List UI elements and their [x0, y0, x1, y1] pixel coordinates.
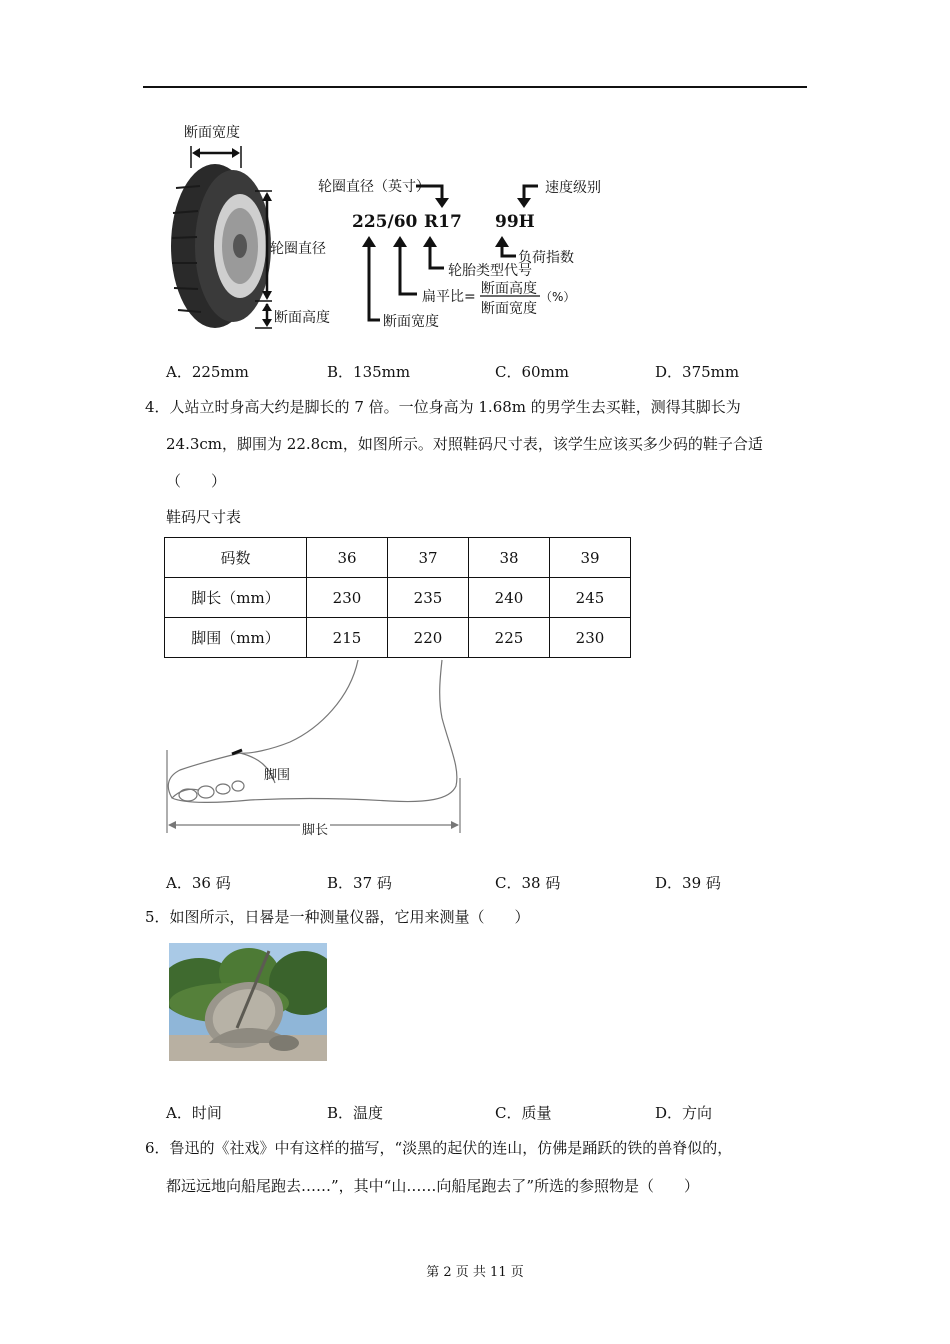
table-cell: 脚长（mm）: [165, 578, 307, 618]
table-cell: 36: [307, 538, 388, 578]
table-row: [165, 618, 631, 658]
table-cell: 39: [550, 538, 631, 578]
label-foot-length: 脚长: [300, 819, 330, 838]
table-row: [165, 578, 631, 618]
table-cell: 220: [388, 618, 469, 658]
code-size: 225/60: [352, 212, 418, 232]
table-cell: 38: [469, 538, 550, 578]
percent-sign: （%）: [540, 290, 576, 304]
table-cell: 225: [469, 618, 550, 658]
label-load-index: 负荷指数: [518, 250, 574, 266]
q6-line-2: 都远远地向船尾跑去……”，其中“山……向船尾跑去了”所选的参照物是（ ）: [166, 1177, 700, 1195]
q5-option-a[interactable]: A．时间: [166, 1104, 222, 1122]
q3-option-a[interactable]: A．225mm: [166, 363, 249, 381]
page-footer: 第 2 页 共 11 页: [426, 1265, 524, 1280]
label-foot-girth: 脚围: [264, 768, 291, 783]
q4-line-1: 4．人站立时身高大约是脚长的 7 倍。一位身高为 1.68m 的男学生去买鞋，测得其脚长为: [145, 398, 741, 416]
q4-option-a[interactable]: A．36 码: [166, 874, 231, 892]
q3-option-c[interactable]: C．60mm: [495, 363, 570, 381]
table-cell: 245: [550, 578, 631, 618]
q4-option-b[interactable]: B．37 码: [327, 874, 392, 892]
table-cell: 37: [388, 538, 469, 578]
table-cell: 235: [388, 578, 469, 618]
label-rim-diameter: 轮圈直径: [270, 241, 326, 257]
table-cell: 240: [469, 578, 550, 618]
label-section-width-bottom: 断面宽度: [383, 314, 439, 330]
table-cell: 码数: [165, 538, 307, 578]
table-cell: 230: [307, 578, 388, 618]
q5-option-b[interactable]: B．温度: [327, 1104, 384, 1122]
label-speed-rating: 速度级别: [545, 180, 601, 196]
q6-line-1: 6．鲁迅的《社戏》中有这样的描写，“淡黑的起伏的连山，仿佛是踊跃的铁的兽脊似的，: [145, 1139, 733, 1157]
q4-line-2: 24.3cm，脚围为 22.8cm，如图所示。对照鞋码尺寸表，该学生应该买多少码的鞋子合适: [166, 435, 763, 453]
q5-option-d[interactable]: D．方向: [655, 1104, 713, 1122]
table-header-row: [165, 538, 631, 578]
code-rim: R17: [424, 212, 462, 232]
code-load-speed: 99H: [495, 212, 535, 232]
fraction-numerator: 断面高度: [481, 281, 537, 297]
foot-figure: [160, 658, 470, 838]
q5-line-1: 5．如图所示，日晷是一种测量仪器，它用来测量（ ）: [145, 908, 530, 926]
q3-option-b[interactable]: B．135mm: [327, 363, 411, 381]
tire-figure: [160, 118, 620, 338]
label-section-width: 断面宽度: [184, 125, 240, 141]
table-cell: 脚围（mm）: [165, 618, 307, 658]
label-rim-diameter-inch: 轮圈直径（英寸）: [318, 179, 430, 195]
sundial-image: [169, 943, 327, 1061]
q4-line-3: （ ）: [166, 472, 227, 490]
q3-option-d[interactable]: D．375mm: [655, 363, 740, 381]
q4-option-d[interactable]: D．39 码: [655, 874, 721, 892]
shoe-size-table: [164, 537, 631, 658]
foot-outline-graphic: [160, 658, 470, 838]
label-section-height: 断面高度: [274, 310, 330, 326]
shoe-table-title: 鞋码尺寸表: [166, 508, 242, 526]
fraction-denominator: 断面宽度: [481, 301, 537, 317]
q5-option-c[interactable]: C．质量: [495, 1104, 552, 1122]
header-rule: [143, 86, 807, 88]
q4-option-c[interactable]: C．38 码: [495, 874, 561, 892]
label-aspect-ratio: 扁平比=: [422, 289, 476, 305]
table-cell: 215: [307, 618, 388, 658]
label-tire-type: 轮胎类型代号: [448, 263, 532, 279]
table-cell: 230: [550, 618, 631, 658]
sundial-photo: [169, 943, 327, 1061]
